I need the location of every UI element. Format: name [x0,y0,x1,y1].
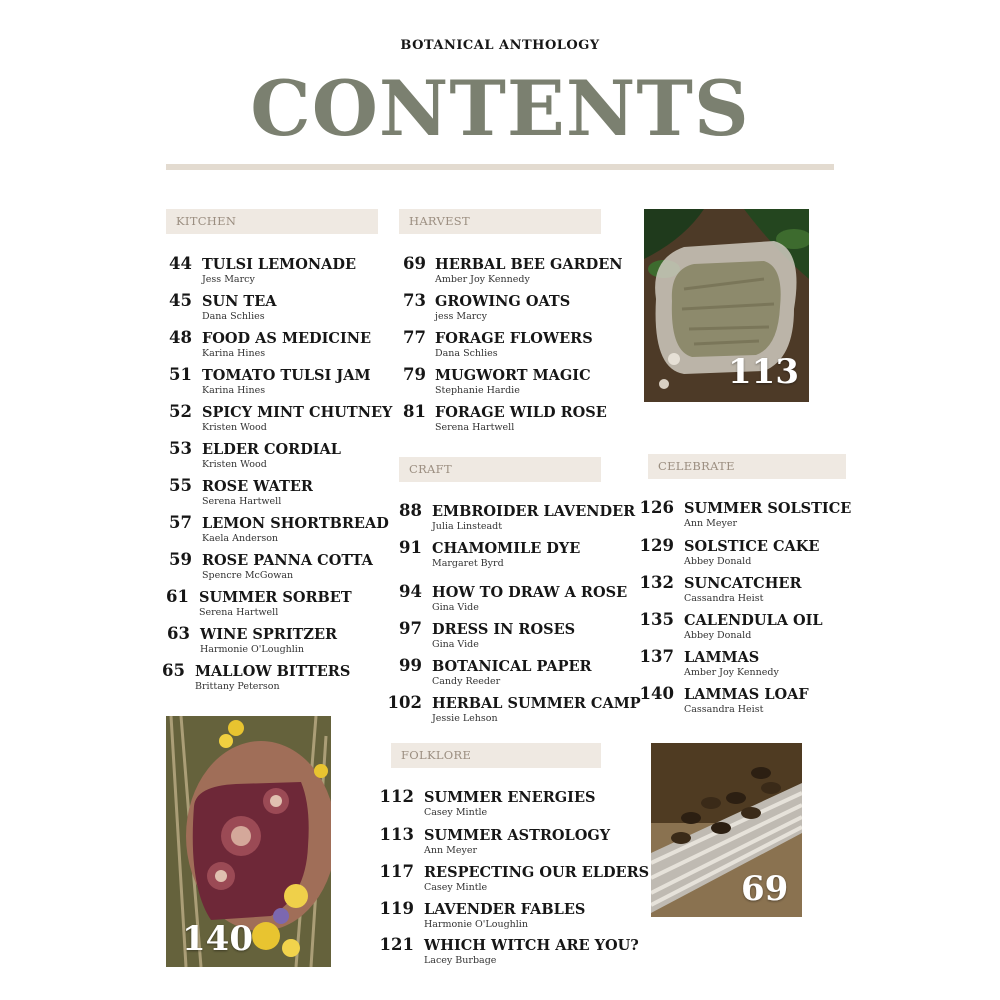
toc-entry-author: Amber Joy Kennedy [435,274,530,285]
toc-entry-title[interactable]: SUNCATCHER [684,575,802,592]
toc-entry-title[interactable]: RESPECTING OUR ELDERS [424,864,650,881]
toc-entry-title[interactable]: MUGWORT MAGIC [435,367,591,384]
toc-page-number: 77 [403,328,426,347]
toc-entry[interactable] [0,862,1000,898]
toc-entry-title[interactable]: SUMMER SORBET [199,589,352,606]
toc-entry-title[interactable]: WINE SPRITZER [200,626,338,643]
toc-page-number: 135 [639,610,674,629]
toc-page-number: 99 [399,656,422,675]
toc-entry-title[interactable]: EMBROIDER LAVENDER [432,503,636,520]
toc-entry-author: Ann Meyer [424,845,477,856]
toc-entry[interactable] [0,573,1000,609]
toc-page-number: 81 [403,402,426,421]
toc-entry-title[interactable]: HOW TO DRAW A ROSE [432,584,628,601]
toc-entry-title[interactable]: ELDER CORDIAL [202,441,341,458]
toc-entry[interactable] [0,825,1000,861]
toc-page-number: 102 [387,693,422,712]
toc-entry-title[interactable]: TOMATO TULSI JAM [202,367,371,384]
toc-entry-author: Julia Linsteadt [432,521,503,532]
toc-entry-author: Amber Joy Kennedy [684,667,779,678]
toc-entry[interactable] [0,536,1000,572]
toc-page-number: 61 [166,587,189,606]
photo-lammas-loaf[interactable] [166,716,331,967]
photo-page-number: 113 [728,352,799,392]
toc-page-number: 48 [169,328,192,347]
section-header-celebrate: CELEBRATE [648,454,846,479]
toc-entry[interactable] [0,498,1000,534]
toc-entry-author: Ann Meyer [684,518,737,529]
toc-page-number: 137 [639,647,674,666]
toc-entry[interactable] [0,402,1000,438]
toc-entry-author: Gina Vide [432,639,479,650]
toc-entry[interactable] [0,787,1000,823]
toc-page-number: 112 [379,787,414,806]
toc-page-number: 140 [639,684,674,703]
toc-entry-title[interactable]: LEMON SHORTBREAD [202,515,389,532]
toc-entry[interactable] [0,935,1000,971]
toc-entry-author: Spencre McGowan [202,570,294,581]
toc-entry-title[interactable]: MALLOW BITTERS [195,663,351,680]
toc-entry-author: Abbey Donald [684,556,752,567]
toc-page-number: 79 [403,365,426,384]
toc-entry[interactable] [0,254,1000,290]
toc-entry-title[interactable]: SUMMER SOLSTICE [684,500,852,517]
toc-entry-title[interactable]: SUMMER ENERGIES [424,789,596,806]
section-header-craft: CRAFT [399,457,601,482]
toc-page-number: 57 [169,513,192,532]
toc-entry-title[interactable]: ROSE WATER [202,478,313,495]
magazine-kicker: BOTANICAL ANTHOLOGY [400,38,600,53]
toc-entry[interactable] [0,328,1000,364]
toc-entry-author: Candy Reeder [432,676,501,687]
toc-page-number: 44 [169,254,192,273]
photo-bees-frame[interactable] [651,743,802,917]
toc-entry-author: Casey Mintle [424,882,488,893]
toc-page-number: 97 [399,619,422,638]
toc-entry-title[interactable]: FORAGE WILD ROSE [435,404,607,421]
section-header-harvest: HARVEST [399,209,601,234]
toc-page-number: 52 [169,402,192,421]
toc-entry-author: Margaret Byrd [432,558,504,569]
toc-entry-author: Stephanie Hardie [435,385,520,396]
toc-page-number: 91 [399,538,422,557]
toc-entry-author: Harmonie O'Loughlin [424,919,528,930]
toc-entry-title[interactable]: TULSI LEMONADE [202,256,356,273]
toc-entry-author: Serena Hartwell [435,422,515,433]
toc-entry[interactable] [0,899,1000,935]
toc-page-number: 45 [169,291,192,310]
toc-entry-author: Kristen Wood [202,459,267,470]
toc-entry-title[interactable]: SUN TEA [202,293,277,310]
toc-entry[interactable] [0,365,1000,401]
toc-page-number: 113 [379,825,414,844]
section-header-kitchen: KITCHEN [166,209,378,234]
toc-entry-author: Kristen Wood [202,422,267,433]
toc-entry[interactable] [0,647,1000,683]
toc-entry-author: Abbey Donald [684,630,752,641]
toc-entry-author: Dana Schlies [435,348,498,359]
toc-page-number: 121 [379,935,414,954]
toc-entry-title[interactable]: LAVENDER FABLES [424,901,586,918]
toc-entry-author: Gina Vide [432,602,479,613]
toc-entry-author: Kaela Anderson [202,533,279,544]
toc-page-number: 59 [169,550,192,569]
toc-page-number: 69 [403,254,426,273]
toc-page-number: 119 [379,899,414,918]
toc-page-number: 73 [403,291,426,310]
toc-entry-title[interactable]: HERBAL BEE GARDEN [435,256,623,273]
photo-page-number: 69 [741,869,789,909]
toc-entry[interactable] [0,610,1000,646]
toc-page-number: 94 [399,582,422,601]
toc-page-number: 63 [167,624,190,643]
toc-entry-author: Casey Mintle [424,807,488,818]
toc-entry-author: Harmonie O'Loughlin [200,644,304,655]
toc-page-number: 51 [169,365,192,384]
toc-entry-title[interactable]: FORAGE FLOWERS [435,330,593,347]
toc-entry[interactable] [0,684,1000,720]
toc-entry-title[interactable]: FOOD AS MEDICINE [202,330,372,347]
toc-entry-title[interactable]: WHICH WITCH ARE YOU? [424,937,639,954]
toc-page-number: 55 [169,476,192,495]
toc-entry-author: Cassandra Heist [684,593,764,604]
toc-entry-author: Dana Schlies [202,311,265,322]
toc-entry-title[interactable]: LAMMAS LOAF [684,686,809,703]
toc-entry-title[interactable]: SPICY MINT CHUTNEY [202,404,393,421]
toc-entry-author: Cassandra Heist [684,704,764,715]
page-title: CONTENTS [250,64,750,153]
toc-entry-author: Karina Hines [202,348,266,359]
toc-entry-title[interactable]: SUMMER ASTROLOGY [424,827,611,844]
toc-page-number: 65 [162,661,185,680]
toc-entry-title[interactable]: LAMMAS [684,649,760,666]
toc-entry-title[interactable]: ROSE PANNA COTTA [202,552,373,569]
toc-entry-author: Serena Hartwell [202,496,282,507]
toc-entry[interactable] [0,439,1000,475]
toc-page-number: 132 [639,573,674,592]
toc-entry-title[interactable]: SOLSTICE CAKE [684,538,820,555]
toc-entry-author: Serena Hartwell [199,607,279,618]
toc-entry-title[interactable]: CHAMOMILE DYE [432,540,581,557]
toc-page-number: 88 [399,501,422,520]
toc-entry-author: Jess Marcy [202,274,255,285]
toc-page-number: 129 [639,536,674,555]
photo-herbs-dish[interactable] [644,209,809,402]
toc-entry-author: Karina Hines [202,385,266,396]
title-divider [166,164,834,170]
toc-entry-title[interactable]: GROWING OATS [435,293,571,310]
toc-entry-author: Lacey Burbage [424,955,497,966]
toc-entry-title[interactable]: HERBAL SUMMER CAMP [432,695,641,712]
toc-page-number: 53 [169,439,192,458]
toc-entry-author: Brittany Peterson [195,681,280,692]
toc-entry-title[interactable]: DRESS IN ROSES [432,621,576,638]
toc-entry-title[interactable]: CALENDULA OIL [684,612,823,629]
toc-entry[interactable] [0,291,1000,327]
photo-page-number: 140 [182,919,253,959]
toc-entry-author: Jessie Lehson [432,713,498,724]
toc-entry-author: jess Marcy [435,311,487,322]
section-header-folklore: FOLKLORE [391,743,601,768]
toc-page-number: 117 [379,862,414,881]
toc-entry-title[interactable]: BOTANICAL PAPER [432,658,592,675]
toc-page-number: 126 [639,498,674,517]
